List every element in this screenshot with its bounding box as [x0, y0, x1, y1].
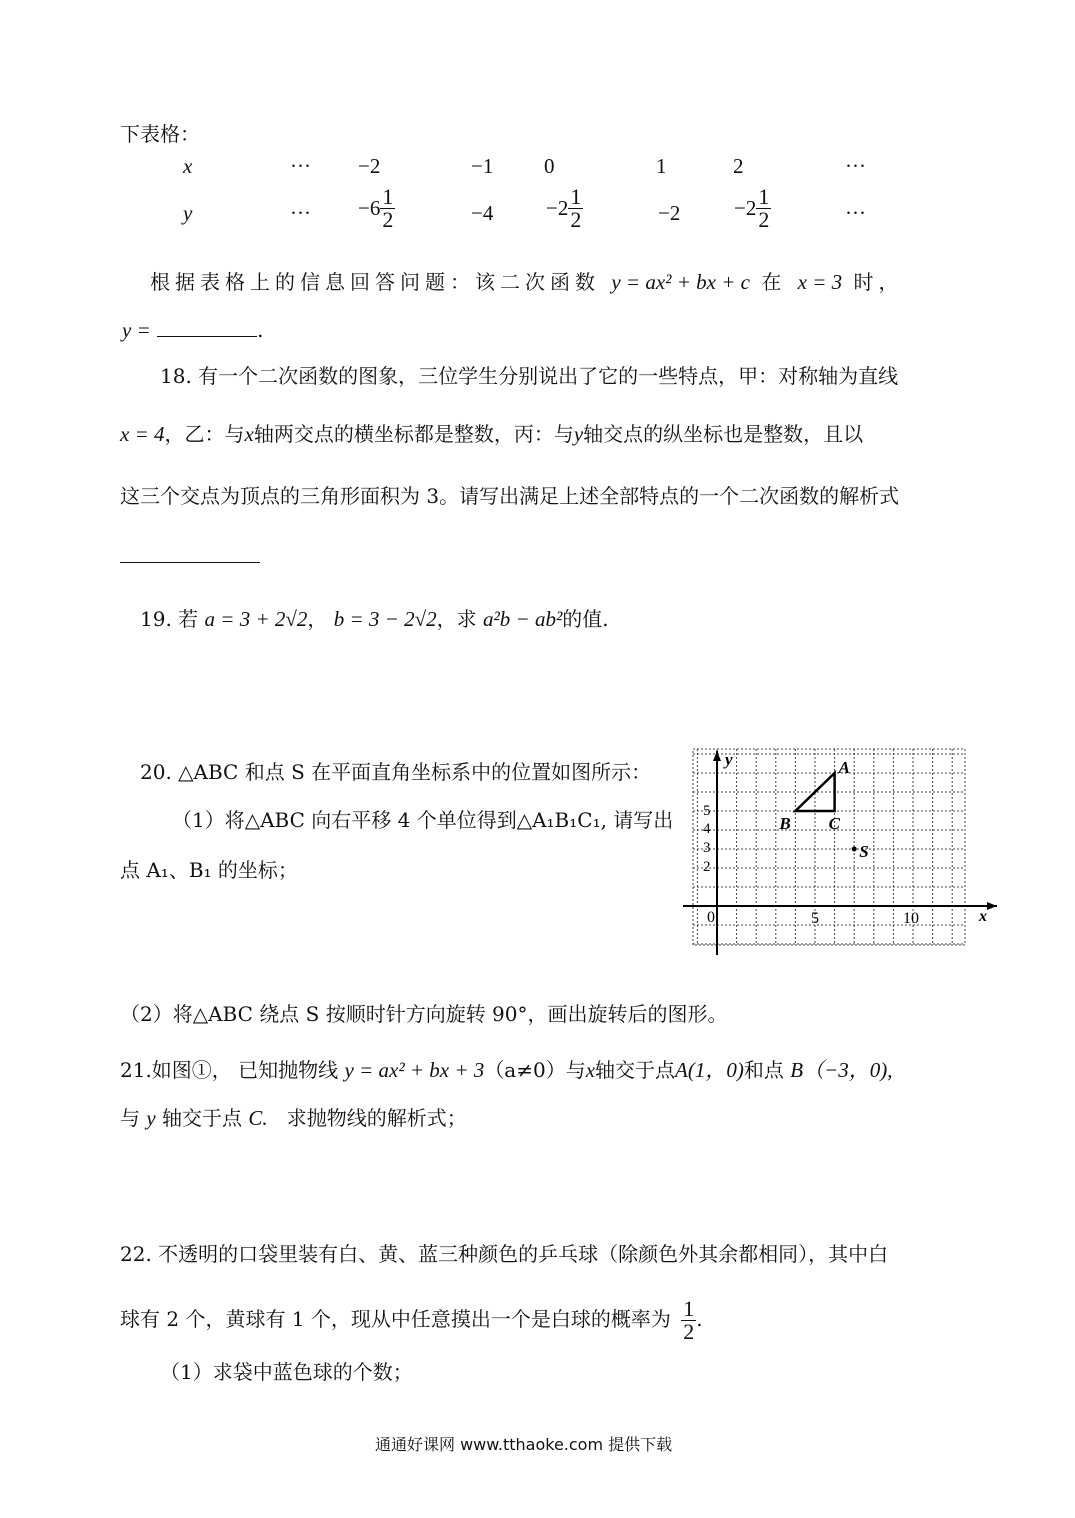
table-cell: −6 $\frac{1}{2}$ [358, 184, 394, 232]
coordinate-grid-svg [683, 745, 1001, 957]
y-tick-label: 4 [703, 821, 711, 837]
y-tick-label: 2 [703, 859, 711, 875]
table-ellipsis: ··· [845, 201, 866, 225]
q20-line2: （1）将△ABC 向右平移 4 个单位得到△A₁B₁C₁, 请写出 [172, 808, 674, 832]
coordinate-grid-figure [683, 745, 1001, 957]
q18-line1: 18. 有一个二次函数的图象，三位学生分别说出了它的一些特点，甲：对称轴为直线 [160, 364, 899, 388]
y-axis-label: y [725, 750, 733, 769]
table-cell: −1 [471, 154, 494, 178]
q22-line3: （1）求袋中蓝色球的个数； [160, 1360, 413, 1384]
point-labels [778, 758, 868, 861]
y-axis-arrow [713, 751, 721, 761]
page-footer: 通通好课网 www.tthaoke.com 提供下载 [375, 1435, 673, 1454]
table-cell: 0 [544, 154, 555, 178]
table-cell: −2 [358, 154, 381, 178]
table-cell: 2 [733, 154, 744, 178]
q20-line4: （2）将△ABC 绕点 S 按顺时针方向旋转 90°，画出旋转后的图形。 [120, 1002, 728, 1026]
table-ellipsis: ··· [290, 154, 311, 178]
table-ellipsis: ··· [290, 201, 311, 225]
x-tick-label: 10 [903, 910, 919, 927]
q22-line1: 22. 不透明的口袋里装有白、黄、蓝三种颜色的乒乓球（除颜色外其余都相同），其中白 [120, 1242, 889, 1266]
q18-line2: x = 4，乙：与x轴两交点的横坐标都是整数，丙：与y轴交点的纵坐标也是整数，且以 [120, 422, 864, 446]
q18-line3: 这三个交点为顶点的三角形面积为 3。请写出满足上述全部特点的一个二次函数的解析式 [120, 484, 900, 508]
table-ellipsis: ··· [845, 154, 866, 178]
point-label-a: A [838, 758, 850, 777]
point-label-b: B [779, 814, 791, 833]
q21-line1: 21.如图①， 已知抛物线 y = ax² + bx + 3（a≠0）与x轴交于点A(1，0)和点 B（−3，0), [120, 1058, 893, 1082]
table-cell: −2 $\frac{1}{2}$ [734, 184, 770, 232]
q19-line: 19. 若 a = 3 + 2√2， b = 3 − 2√2，求 a²b − ab²的值. [140, 607, 609, 631]
table-y-label: y [183, 201, 193, 225]
q18-answer-blank[interactable] [120, 562, 260, 563]
table-cell: −4 [471, 201, 494, 225]
q21-line2: 与 y 轴交于点 C. 求抛物线的解析式； [120, 1106, 467, 1130]
q20-line1: 20. △ABC 和点 S 在平面直角坐标系中的位置如图所示： [140, 760, 652, 784]
table-x-label: x [183, 154, 193, 178]
q17-answer: y = . [122, 318, 264, 342]
origin-label: 0 [707, 909, 715, 926]
answer-blank[interactable] [157, 336, 257, 337]
table-cell: −2 $\frac{1}{2}$ [546, 184, 582, 232]
intro-text: 下表格： [120, 122, 200, 146]
q17-line1: 根据表格上的信息回答问题：该二次函数 y = ax² + bx + c 在 x = 3 时， [150, 270, 904, 294]
y-tick-label: 5 [703, 803, 711, 819]
table-cell: 1 [656, 154, 667, 178]
table-cell: −2 [658, 201, 681, 225]
x-axis-arrow [987, 902, 997, 910]
point-label-c: C [828, 814, 840, 833]
y-tick-label: 3 [703, 840, 711, 856]
point-s [852, 847, 857, 852]
point-label-s: S [859, 842, 869, 861]
q22-line2: 球有 2 个，黄球有 1 个，现从中任意摸出一个是白球的概率为 $\frac{1}{2}$ . [120, 1296, 703, 1344]
x-axis-label: x [979, 908, 987, 925]
x-tick-label: 5 [811, 910, 819, 927]
q20-line3: 点 A₁、B₁ 的坐标； [120, 858, 298, 882]
